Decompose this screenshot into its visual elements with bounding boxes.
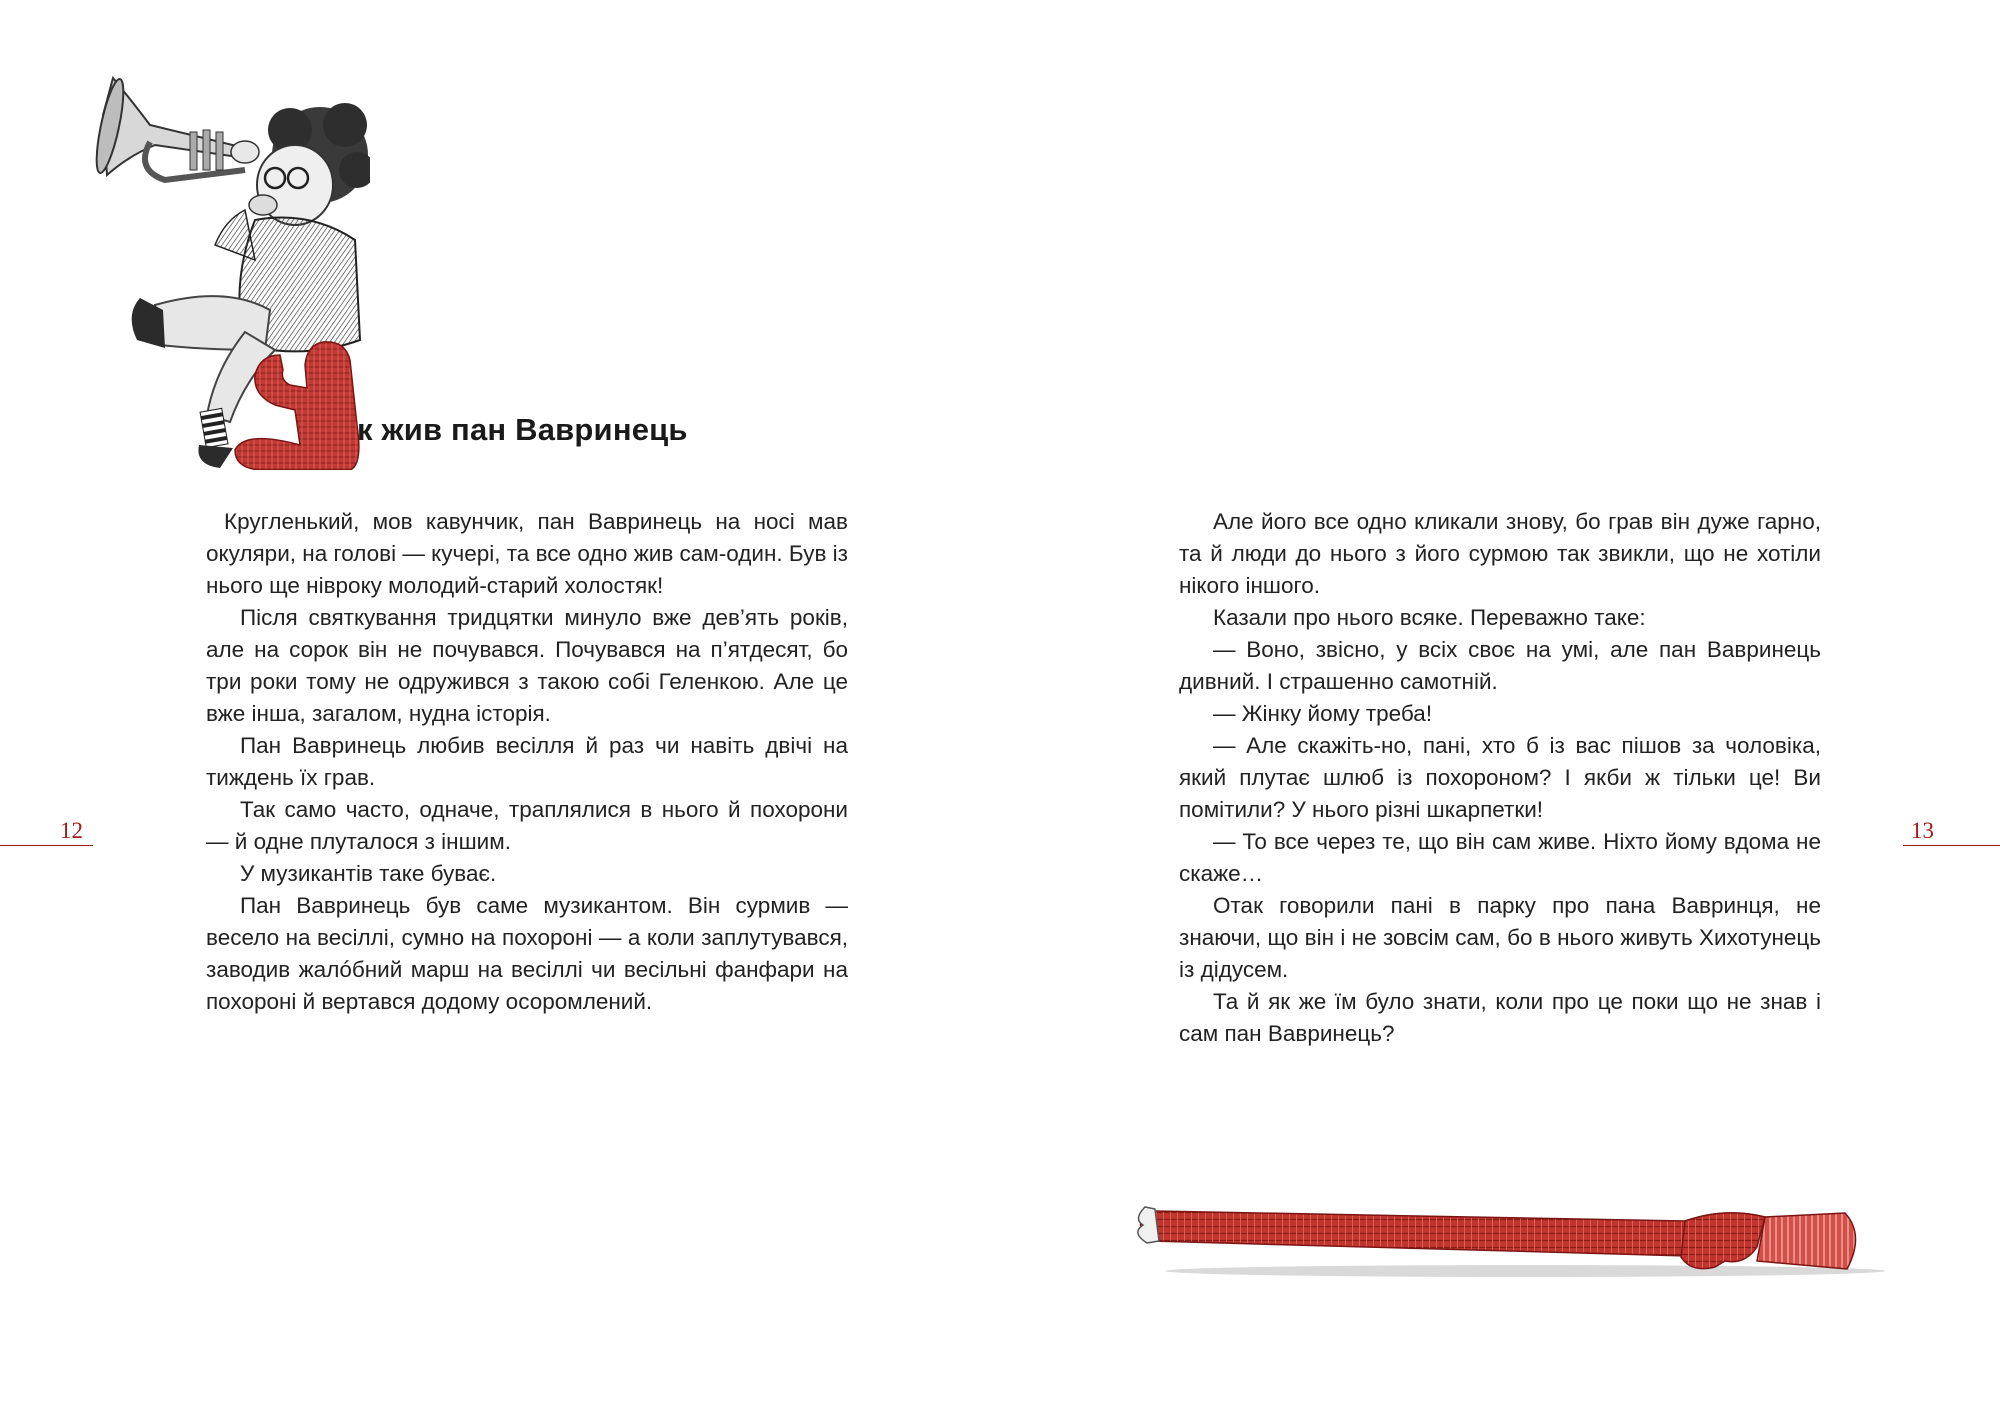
- paragraph: Та й як же їм було знати, коли про це поки що не знав і сам пан Вавринець?: [1179, 989, 1821, 1046]
- trumpet-player-illustration: [95, 70, 370, 470]
- paragraph: Пан Вавринець любив весілля й раз чи навіть двічі на тиждень їх грав.: [206, 733, 848, 790]
- paragraph: Так само часто, одначе, траплялися в нього й похорони — й одне плуталося з іншим.: [206, 797, 848, 854]
- paragraph: — Жінку йому треба!: [1213, 701, 1433, 726]
- paragraph: Після святкування тридцятки минуло вже дев’ять років, але на сорок він не почувався. Почувався на п’ятдесят, бо три роки тому не одружився з такою собі Геленкою. Але це вже інша, загалом, нудна історія.: [206, 605, 848, 726]
- paragraph: — Але скажіть-но, пані, хто б із вас пішов за чоловіка, який плутає шлюб із похороном? І якби ж тільки це! Ви помітили? У нього різні шкарпетки!: [1179, 733, 1821, 822]
- paragraph: Кругленький, мов кавунчик, пан Вавринець на носі мав окуляри, на голові — кучері, та все одно жив сам-один. Був із нього ще нівроку молодий-старий холостяк!: [206, 509, 848, 598]
- right-page-body-text: [1179, 506, 1821, 1050]
- right-page: [1000, 0, 2000, 1414]
- paragraph: — Воно, звісно, у всіх своє на умі, але пан Вавринець дивний. І страшенно самотній.: [1179, 637, 1821, 694]
- paragraph: — То все через те, що він сам живе. Ніхто йому вдома не скаже…: [1179, 829, 1821, 886]
- left-page-body-text: [206, 506, 848, 1018]
- page-number-rule: [0, 845, 93, 846]
- paragraph: Але його все одно кликали знову, бо грав він дуже гарно, та й люди до нього з його сурмою так звикли, що не хотіли нікого іншого.: [1179, 509, 1821, 598]
- page-number-rule: [1903, 845, 2000, 846]
- paragraph: Отак говорили пані в парку про пана Вавринця, не знаючи, що він і не зовсім сам, бо в нього живуть Хихотунець із дідусем.: [1179, 893, 1821, 982]
- page-number: 12: [60, 818, 83, 843]
- red-sock-illustration: [1125, 1195, 1895, 1290]
- paragraph: У музикантів таке буває.: [240, 861, 497, 886]
- page-number: 13: [1911, 818, 1934, 843]
- paragraph: Пан Вавринець був саме музикантом. Він сурмив — весело на весіллі, сумно на похороні — а коли заплутувався, заводив жалóбний марш на весіллі чи весільні фанфари на похороні й вертався додому осоромлений.: [206, 893, 848, 1014]
- paragraph: Казали про нього всяке. Переважно таке:: [1213, 605, 1646, 630]
- chapter-title: к жив пан Вавринець: [357, 412, 688, 447]
